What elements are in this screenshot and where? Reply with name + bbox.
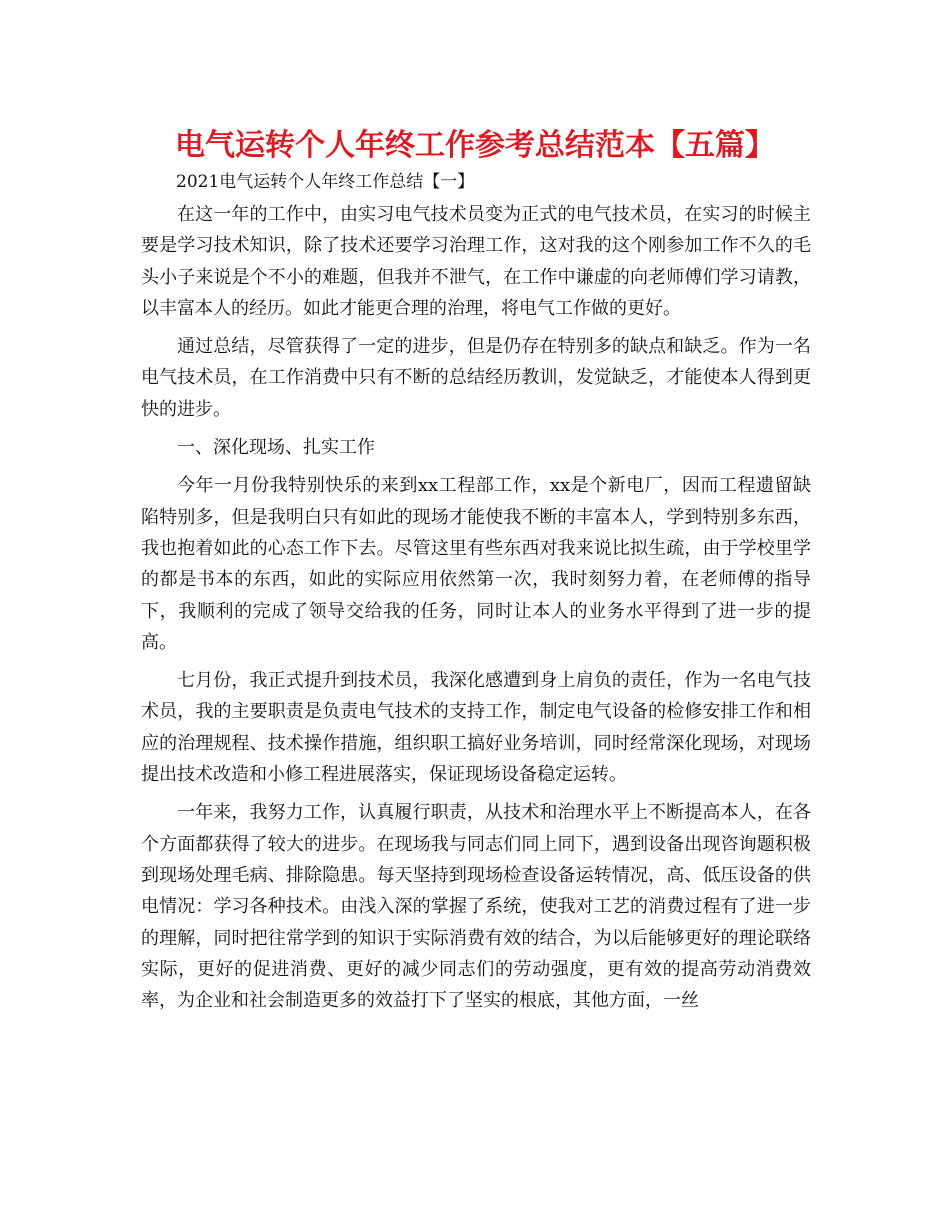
section-heading: 一、深化现场、扎实工作 — [177, 437, 375, 459]
paragraph: 一年来，我努力工作，认真履行职责，从技术和治理水平上不断提高本人，在各个方面都获得了较大的进步。在现场我与同志们同上同下，遇到设备出现咨询题积极到现场处理毛病、排除隐患。每天坚持到现场检查设备运转情况，高、低压设备的供电情况：学习各种技术。由浅入深的掌握了系统，使我对工艺的消费过程有了进一步的理解，同时把往常学到的知识于实际消费有效的结合，为以后能够更好的理论联络实际，更好的促进消费、更好的减少同志们的劳动强度，更有效的提高劳动消费效率，为企业和社会制造更多的效益打下了坚实的根底，其他方面，一丝 — [141, 802, 811, 1012]
paragraph: 今年一月份我特别快乐的来到xx工程部工作，xx是个新电厂，因而工程遗留缺陷特别多，但是我明白只有如此的现场才能使我不断的丰富本人，学到特别多东西，我也抱着如此的心态工作下去。尽管这里有些东西对我来说比拟生疏，由于学校里学的都是书本的东西，如此的实际应用依然第一次，我时刻努力着，在老师傅的指导下，我顺利的完成了领导交给我的任务，同时让本人的业务水平得到了进一步的提高。 — [141, 475, 811, 653]
section-subtitle: 2021电气运转个人年终工作总结【一】 — [176, 172, 475, 192]
document-title: 电气运转个人年终工作参考总结范本【五篇】 — [175, 128, 775, 163]
paragraph: 七月份，我正式提升到技术员，我深化感遭到身上肩负的责任，作为一名电气技术员，我的主要职责是负责电气技术的支持工作，制定电气设备的检修安排工作和相应的治理规程、技术操作措施，组织职工搞好业务培训，同时经常深化现场，对现场提出技术改造和小修工程进展落实，保证现场设备稳定运转。 — [141, 670, 811, 786]
document-body — [141, 199, 811, 1023]
paragraph: 在这一年的工作中，由实习电气技术员变为正式的电气技术员，在实习的时候主要是学习技术知识，除了技术还要学习治理工作，这对我的这个刚参加工作不久的毛头小子来说是个不小的难题，但我并不泄气，在工作中谦虚的向老师傅们学习请教，以丰富本人的经历。如此才能更合理的治理，将电气工作做的更好。 — [141, 204, 811, 319]
paragraph: 通过总结，尽管获得了一定的进步，但是仍存在特别多的缺点和缺乏。作为一名电气技术员，在工作消费中只有不断的总结经历教训，发觉缺乏，才能使本人得到更快的进步。 — [141, 336, 811, 420]
